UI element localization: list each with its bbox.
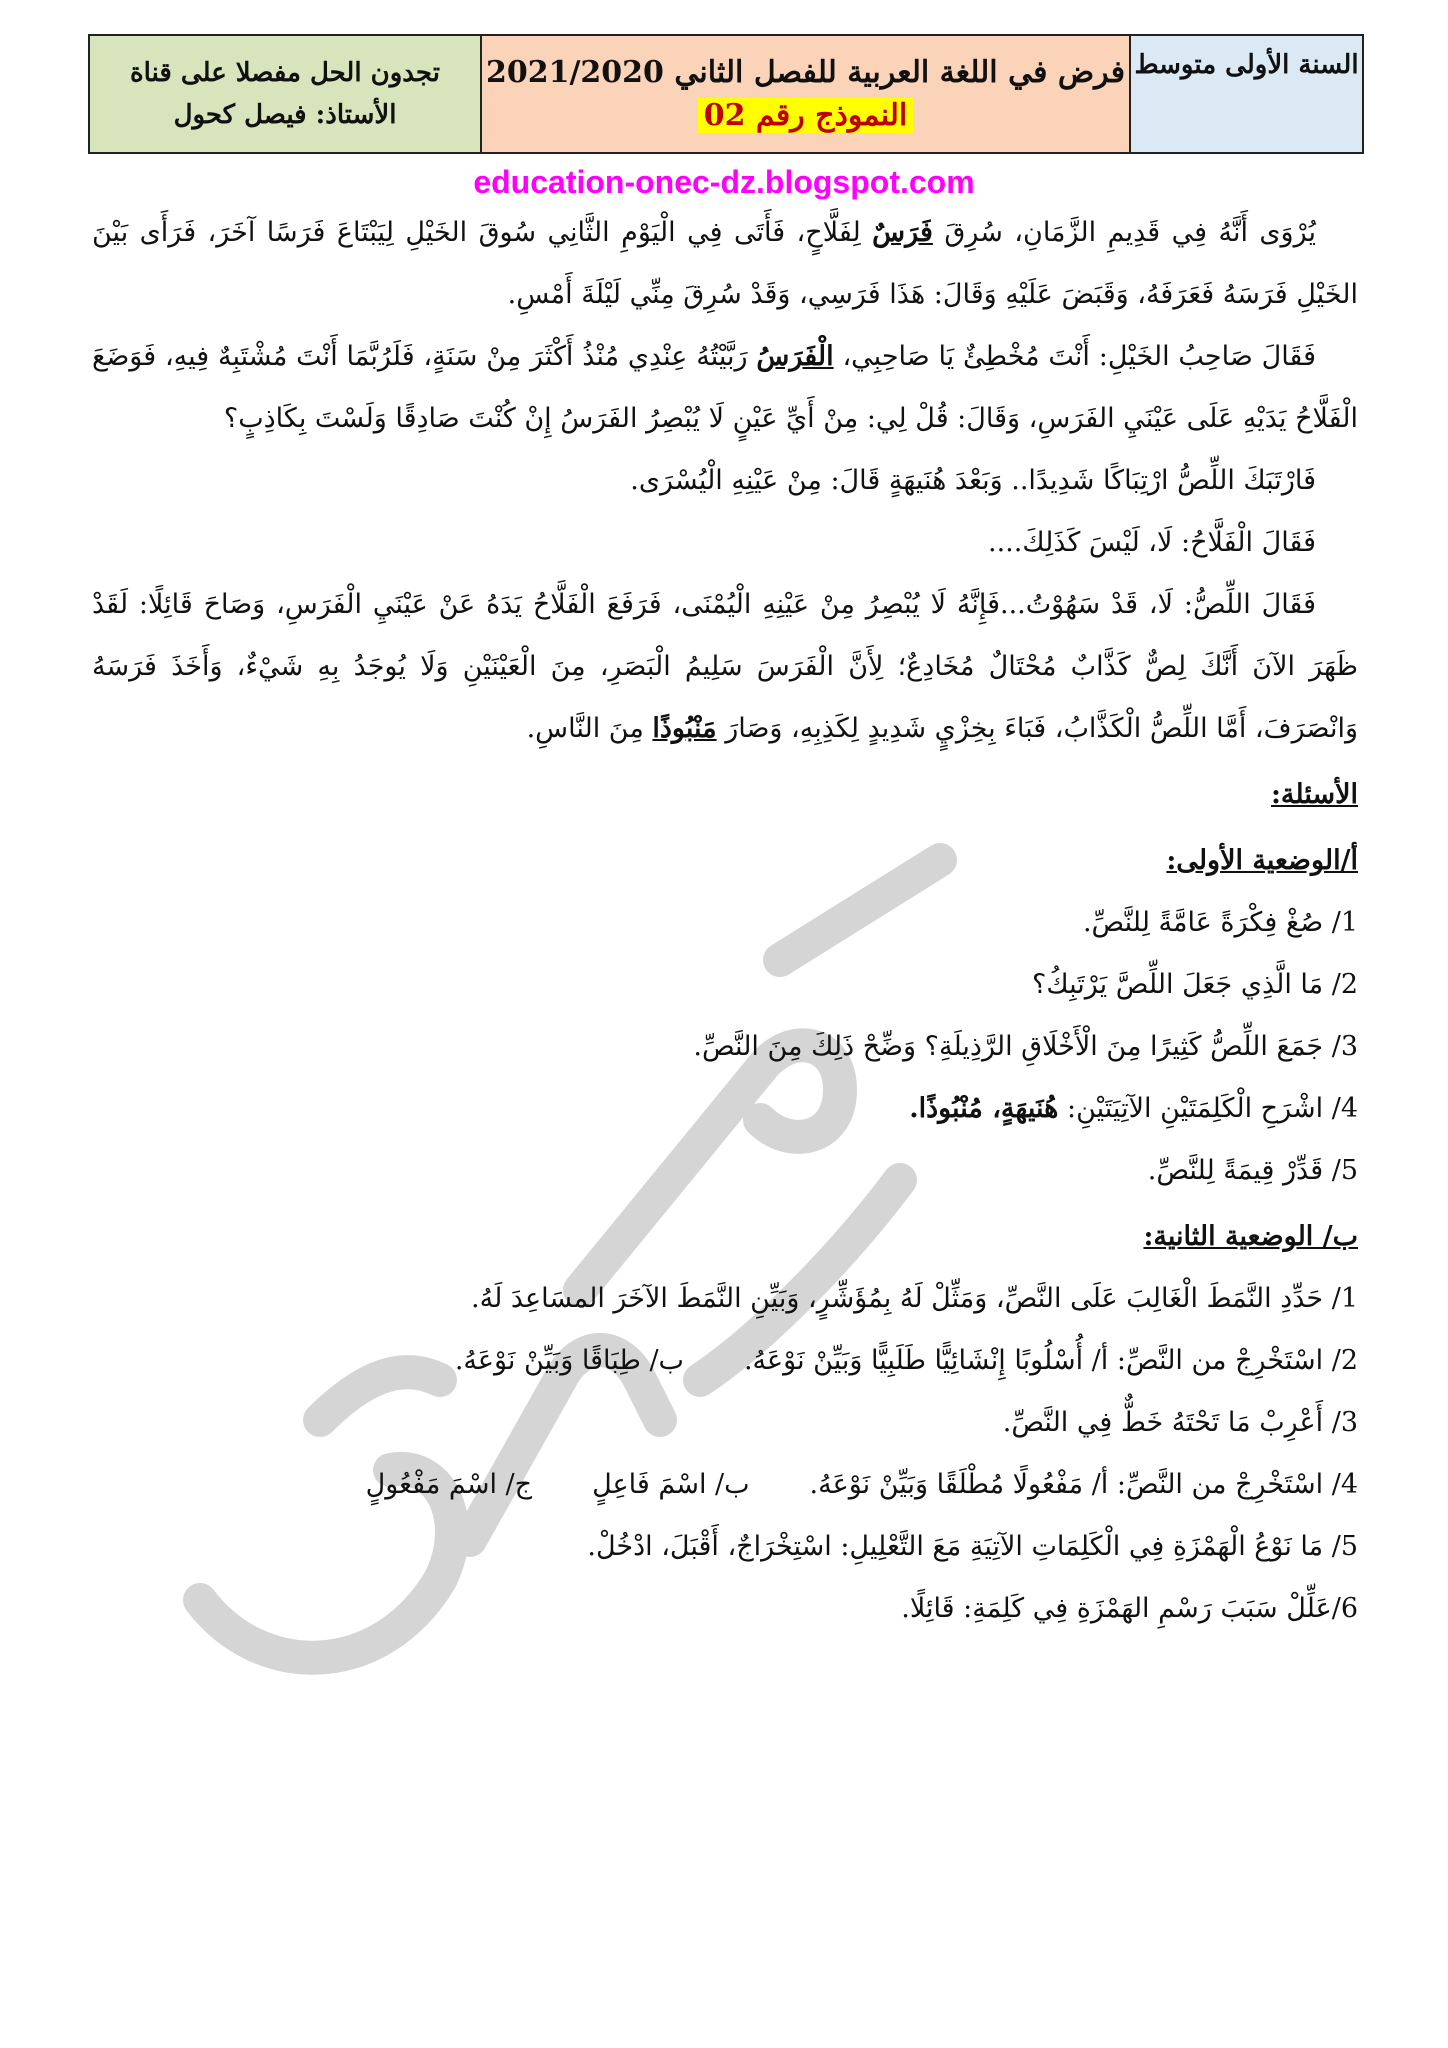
- title-cell: [480, 36, 1129, 152]
- exam-content: [92, 202, 1358, 1640]
- section-1-question-1: 1/ صُغْ فِكْرَةً عَامَّةً لِلنَّصِّ.: [1082, 907, 1358, 938]
- exam-header-table: [88, 34, 1364, 154]
- passage-paragraph-4: فَقَالَ الْفَلَّاحُ: لَا، لَيْسَ كَذَلِكَ....: [987, 527, 1316, 558]
- exam-title: فرض في اللغة العربية للفصل الثاني 2021/2020: [485, 55, 1126, 90]
- vocab-words: هُنَيهَةٍ، مُنْبُوذًا.: [909, 1093, 1059, 1124]
- questions-heading: الأسئلة:: [1270, 779, 1358, 810]
- section-2-question-5: 5/ مَا نَوْعُ الْهَمْزَةِ فِي الْكَلِمَاتِ الآتِيَةِ مَعَ التَّعْلِيلِ: اسْتِخْرَاجٌ، أَقْبَلَ، ادْخُلْ.: [587, 1531, 1358, 1562]
- section-2-question-4: 4/ اسْتَخْرِجْ من النَّصِّ: أ/ مَفْعُولًا مُطْلَقًا وَبَيِّنْ نَوْعَهُ.ب/ اسْمَ فَاعِلٍج/ اسْمَ مَفْعُولٍ: [365, 1469, 1358, 1500]
- passage-paragraph-2: فَقَالَ صَاحِبُ الخَيْلِ: أَنْتَ مُخْطِئٌ يَا صَاحِبِي، الْفَرَسُ رَبَّيْتُهُ عِنْدِي مُنْذُ أَكْثَرَ مِنْ سَنَةٍ، فَلَرُبَّمَا أَنْتَ مُشْتَبِهٌ فِيهِ، فَوَضَعَ الْفَلَّاحُ يَدَيْهِ عَلَى عَيْنَيِ الفَرَسِ، وَقَالَ: قُلْ لِي: مِنْ أَيِّ عَيْنٍ لَا يُبْصِرُ الفَرَسُ إِنْ كُنْتَ صَادِقًا وَلَسْتَ بِكَاذِبٍ؟: [92, 341, 1358, 434]
- channel-note: تجدون الحل مفصلا على قناة: [130, 58, 440, 88]
- section-1-question-5: 5/ قَدِّرْ قِيمَةً لِلنَّصِّ.: [1147, 1155, 1358, 1186]
- level-label: السنة الأولى متوسط: [1134, 50, 1359, 80]
- passage-paragraph-5: فَقَالَ اللِّصُّ: لَا، قَدْ سَهُوْتُ...فَإِنَّهُ لَا يُبْصِرُ مِنْ عَيْنِهِ الْيُمْنَى، فَرَفَعَ الْفَلَّاحُ يَدَهُ عَنْ عَيْنَيِ الْفَرَسِ، وَصَاحَ قَائِلًا: لَقَدْ ظَهَرَ الآنَ أَنَّكَ لِصٌّ كَذَّابٌ مُحْتَالٌ مُخَادِعٌ؛ لِأَنَّ الْفَرَسَ سَلِيمُ الْبَصَرِ، مِنَ الْعَيْنَيْنِ وَلَا يُوجَدُ بِهِ شَيْءٌ، وَأَخَذَ فَرَسَهُ وَانْصَرَفَ، أَمَّا اللِّصُّ الْكَذَّابُ، فَبَاءَ بِخِزْيٍ شَدِيدٍ لِكَذِبِهِ، وَصَارَ مَنْبُوذًا مِنَ النَّاسِ.: [92, 589, 1358, 744]
- section-2-question-1: 1/ حَدِّدِ النَّمَطَ الْغَالِبَ عَلَى النَّصِّ، وَمَثِّلْ لَهُ بِمُؤَشِّرٍ، وَبَيِّنِ النَّمَطَ الآخَرَ المسَاعِدَ لَهُ.: [471, 1283, 1358, 1314]
- underlined-word-faras: فَرَسٌ: [872, 217, 933, 248]
- section-1-question-3: 3/ جَمَعَ اللِّصُّ كَثِيرًا مِنَ الْأَخْلَاقِ الرَّذِيلَةِ؟ وَضِّحْ ذَلِكَ مِنَ النَّصِّ.: [693, 1031, 1358, 1062]
- underlined-word-alfaras: الْفَرَسُ: [756, 341, 834, 372]
- teacher-cell: [90, 36, 480, 152]
- passage-paragraph-1: يُرْوَى أَنَّهُ فِي قَدِيمِ الزَّمَانِ، سُرِقَ فَرَسٌ لِفَلَّاحٍ، فَأَتَى فِي الْيَوْمِ الثَّانِي سُوقَ الخَيْلِ لِيَبْتَاعَ فَرَسًا آخَرَ، فَرَأَى بَيْنَ الخَيْلِ فَرَسَهُ فَعَرَفَهُ، وَقَبَضَ عَلَيْهِ وَقَالَ: هَذَا فَرَسِي، وَقَدْ سُرِقَ مِنِّي لَيْلَةَ أَمْسِ.: [92, 217, 1358, 310]
- model-number: النموذج رقم 02: [698, 98, 914, 133]
- level-cell: [1129, 36, 1362, 152]
- section-1-title: أ/الوضعية الأولى:: [1166, 845, 1358, 876]
- teacher-name: الأستاذ: فيصل كحول: [173, 100, 397, 130]
- section-2-question-2: 2/ اسْتَخْرِجْ من النَّصِّ: أ/ أُسْلُوبًا إِنْشَائِيًّا طَلَبِيًّا وَبَيِّنْ نَوْعَهُ.ب/ طِبَاقًا وَبَيِّنْ نَوْعَهُ.: [454, 1345, 1358, 1376]
- underlined-word-manbudhan: مَنْبُوذًا: [652, 713, 717, 744]
- section-1-question-2: 2/ مَا الَّذِي جَعَلَ اللِّصَّ يَرْتَبِكُ؟: [1032, 969, 1358, 1000]
- section-2-question-3: 3/ أَعْرِبْ مَا تَحْتَهُ خَطٌّ فِي النَّصِّ.: [1002, 1407, 1358, 1438]
- passage-paragraph-3: فَارْتَبَكَ اللِّصُّ ارْتِبَاكًا شَدِيدًا.. وَبَعْدَ هُنَيهَةٍ قَالَ: مِنْ عَيْنِهِ الْيُسْرَى.: [630, 465, 1316, 496]
- section-2-title: ب/ الوضعية الثانية:: [1143, 1221, 1358, 1252]
- section-2-question-6: 6/عَلِّلْ سَبَبَ رَسْمِ الهَمْزَةِ فِي كَلِمَةِ: قَائِلًا.: [901, 1593, 1358, 1624]
- section-1-question-4: 4/ اشْرَحِ الْكَلِمَتَيْنِ الآتِيَتَيْنِ: هُنَيهَةٍ، مُنْبُوذًا.: [909, 1093, 1358, 1124]
- site-url-link[interactable]: education-onec-dz.blogspot.com: [473, 164, 975, 200]
